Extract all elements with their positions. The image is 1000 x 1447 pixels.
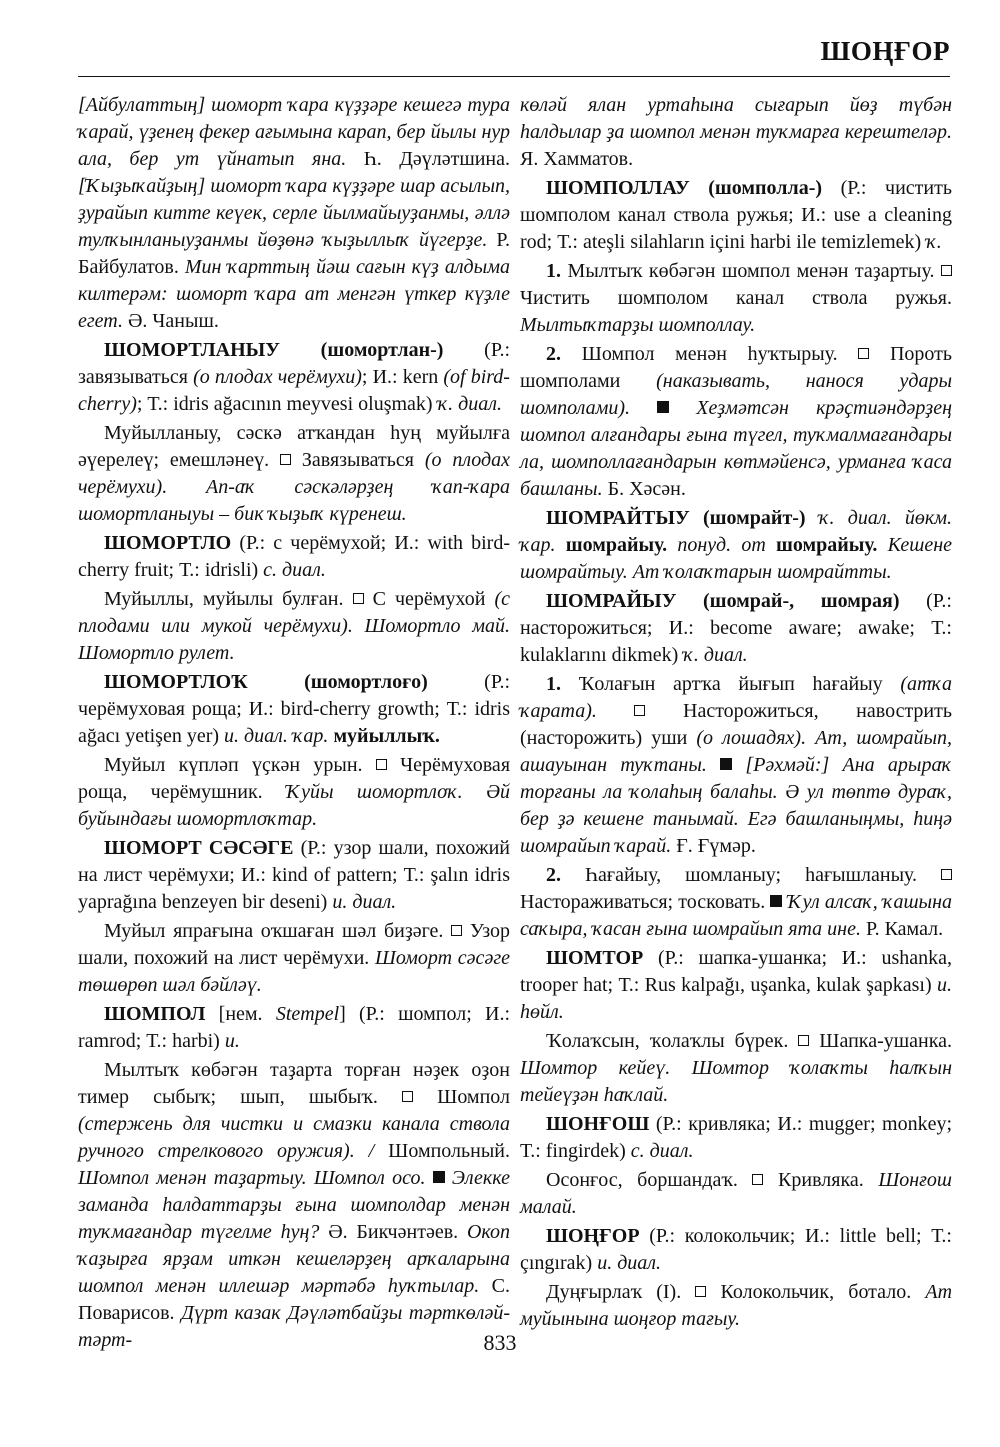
grammar-label: понуд. от — [677, 534, 766, 556]
example-text: Окоп ҡаҙырға ярҙам иткән кешеләрҙең арҡаларына шомпол менән иллешәр мәртәбә һуҡтылар. — [78, 1221, 510, 1297]
example-text: Ҡуйы шомортлоҡ. Әй буйындағы шомортлоҡтар. — [78, 781, 510, 830]
example-text: Шомтор кейеү. Шомтор ҡолаҡты һалҡын тейеүҙән һаҡлай. — [520, 1057, 952, 1106]
entry-shomtor — [520, 945, 952, 1026]
headword: ШОМРАЙТЫУ (шомрайт-) — [546, 507, 806, 529]
sense-1 — [520, 671, 952, 860]
example-text: Кешене шомрайтыу. Ат ҡолаҡтарын шомрайтты. — [520, 534, 953, 583]
square-marker-icon — [941, 869, 952, 880]
headword: ШОНҒОШ — [546, 1113, 650, 1135]
gloss: (Р.: черёмуховая роща; И.: bird-cherry growth; Т.: idris ağacı yetişen yer) — [78, 671, 510, 747]
headword: ШОМТОР — [546, 947, 644, 969]
author-ref: Я. Хамматов. — [520, 148, 634, 170]
gloss: (Р.: кривляка; И.: mugger; monkey; Т.: fingirdek) — [520, 1113, 952, 1162]
gloss: (Р.: чистить шомполом канал ствола ружья; И.: use a cleaning rod; Т.: ateşli silahların içini harbi ile temizlemek) — [520, 177, 952, 253]
translation: Чистить шомполом канал ствола ружья. — [520, 287, 952, 309]
grammar-label: и. диал. ҡар. — [224, 725, 329, 747]
example-text: Мин ҡарттың йәш сағын күҙ алдыма килтерәм: шоморт ҡара ат менгән үткер күҙле егет. — [78, 256, 510, 332]
entry-shongor — [520, 1223, 952, 1277]
entry-shomortlo — [78, 530, 510, 584]
gloss: (Р.: насторожиться; И.: become aware; awake; Т.: kulaklarını dikmek) — [520, 590, 952, 666]
filled-square-marker-icon — [770, 895, 782, 907]
translation: Черёмуховая роща, черёмушник. — [78, 754, 511, 803]
square-marker-icon — [858, 348, 869, 359]
entry-shomort-saskage — [78, 835, 510, 916]
left-column — [78, 92, 510, 1356]
example-text: [Ҡыҙыҡайҙың] шоморт ҡара күҙҙәре шар асылып, ҙурайып китте кеүек, серле йылмайыуҙанмы, әллә тулҡынланыуҙанмы йөҙөнә ҡыҙыллыҡ йүгерҙе. — [78, 175, 510, 251]
headword: ШОҢҒОР — [546, 1225, 640, 1247]
definition: Ҡолағын артҡа йығып һағайыу — [578, 673, 883, 695]
entry-definition — [78, 586, 510, 667]
example-text: Мылтыҡтарҙы шомполлау. — [520, 314, 756, 336]
entry-shomortlanyu — [78, 337, 510, 418]
definition: Ҡолаҡсын, ҡолаҡлы бүрек. — [546, 1030, 789, 1052]
definition: Осонғос, боршандаҡ. — [546, 1169, 738, 1191]
definition: Муйылланыу, сәскә атҡандан һуң муйылға әүерелеү; емешләнеү. — [78, 422, 510, 471]
entry-shompol — [78, 1001, 510, 1055]
translation: Колокольчик, ботало. — [720, 1281, 912, 1303]
sense-number: 2. — [546, 343, 561, 365]
translation: Шомпольный. — [388, 1140, 510, 1162]
gloss: (Р.: с черёмухой; И.: with bird-cherry fruit; Т.: idrisli) — [78, 532, 510, 581]
definition: Һағайыу, шомланыу; һағышланыу. — [585, 864, 917, 886]
example-text: [Айбулаттың] шоморт ҡара күҙҙәре кешегә тура ҡарай, үҙенең фекер ағымына карап, бер йылы нур ала, бер ут үйнатып яна. — [78, 94, 510, 170]
example-text: Хеҙмәтсән крәҫтиәндәрҙең шомпол алғандары ғына түгел, туҡмалмағандары ла, шомполлағандарын көтмәйенсә, урманға ҡаса башланы. — [520, 397, 953, 500]
author-ref: Ә. Бикчәнтәев. — [328, 1221, 459, 1243]
definition: Дуңғырлаҡ (I). — [546, 1281, 682, 1303]
etymology-word: Stempel — [275, 1003, 340, 1025]
entry-shomortloq — [78, 669, 510, 750]
gloss: ; Т.: idris ağacının meyvesi oluşmak) — [136, 393, 438, 415]
sense-2 — [520, 341, 952, 503]
headword: ШОМОРТ СӘСӘГЕ — [104, 837, 294, 859]
sense-number: 1. — [546, 673, 561, 695]
example-text: Шоморт сәсәге төшөрөп шәл бәйләү. — [78, 947, 510, 996]
headword: ШОМПОЛЛАУ (шомполла-) — [546, 177, 823, 199]
etymology: [нем. — [205, 1003, 276, 1025]
gloss: ] (Р.: шомпол; И.: ramrod; Т.: harbi) — [78, 1003, 510, 1052]
headword: ШОМПОЛ — [104, 1003, 206, 1025]
grammar-label: ҡ. диал. — [437, 393, 502, 415]
entry-definition — [78, 752, 510, 833]
definition: Муйыллы, муйылы булған. — [104, 588, 344, 610]
paragraph-continuation — [78, 92, 510, 335]
grammar-label: и. диал. — [597, 1252, 662, 1274]
grammar-label: и. — [224, 1030, 240, 1052]
square-marker-icon — [941, 265, 952, 276]
author-ref: Р. Камал. — [865, 918, 944, 940]
square-marker-icon — [280, 454, 291, 465]
example-text: (о плодах черёмухи). Ап-аҡ сәскәләрҙең ҡап-ҡара шомортланыуы – бик ҡыҙыҡ күренеш. — [78, 449, 511, 525]
filled-square-marker-icon — [657, 401, 669, 413]
grammar-label: ҡ. диал. — [683, 644, 748, 666]
author-ref: С. Поварисов. — [78, 1275, 511, 1324]
headword: ШОМОРТЛО — [104, 532, 232, 554]
entry-shomraiyu — [520, 588, 952, 669]
example-text: Ат муйынына шоңғор тағыу. — [520, 1281, 953, 1330]
square-marker-icon — [634, 705, 645, 716]
example-text: Элекке заманда һалдаттарҙы ғына шомполдар менән туҡмағандар түгелме һуң? — [78, 1167, 511, 1243]
translation: Пороть шомполами — [520, 343, 953, 392]
definition: Шомпол менән һуҡтырыу. — [581, 343, 838, 365]
example-text: (о лошадях). Ат, шомрайып, ашауынан туҡтаны. — [520, 727, 952, 776]
author-ref: Р. Байбулатов. — [78, 229, 511, 278]
gloss: (Р.: колокольчик; И.: little bell; Т.: çıngırak) — [520, 1225, 952, 1274]
entry-shongosh — [520, 1111, 952, 1165]
square-marker-icon — [353, 593, 364, 604]
definition-note: (атҡа ҡарата). — [520, 673, 953, 722]
definition: Муйыл япрағына оҡшаған шәл биҙәге. — [104, 920, 444, 942]
grammar-label: ҡ. — [926, 231, 942, 253]
grammar-label: и. һөйл. — [520, 974, 952, 1023]
square-marker-icon — [798, 1035, 809, 1046]
author-ref: Һ. Дәүләтшина. — [363, 148, 511, 170]
author-ref: Ә. Чаныш. — [127, 310, 219, 332]
translation: Шапка-ушанка. — [819, 1030, 953, 1052]
author-ref: Б. Хәсән. — [607, 478, 686, 500]
entry-definition — [78, 1057, 510, 1354]
running-header — [78, 34, 950, 77]
author-ref: Ғ. Ғүмәр. — [676, 835, 756, 857]
entry-shompollau — [520, 175, 952, 256]
grammar-label: с. диал. — [630, 1140, 694, 1162]
example-text: Шомпол менән таҙартыу. Шомпол осо. — [78, 1167, 426, 1189]
entry-definition — [520, 1028, 952, 1109]
sense-2 — [520, 862, 952, 943]
headword: ШОМОРТЛАНЫУ (шомортлан-) — [104, 339, 444, 361]
square-marker-icon — [402, 1091, 413, 1102]
definition: Мылтыҡ көбәгән шомпол менән таҙартыу. — [567, 260, 935, 282]
right-column — [520, 92, 952, 1335]
square-marker-icon — [376, 759, 387, 770]
filled-square-marker-icon — [433, 1171, 445, 1183]
page-number: 833 — [483, 1330, 517, 1355]
gloss: (Р.: узор шали, похожий на лист черёмухи; И.: kind of pattern; Т.: şalın idris yaprağına benzeyen bir deseni) — [78, 837, 510, 913]
cross-reference: шомрайыу. — [565, 534, 668, 556]
example-text: Дүрт казак Дәүләтбайҙы тәрткөләй-тәрт- — [78, 1302, 510, 1351]
headword: ШОМОРТЛОҠ (шомортлоғо) — [104, 671, 428, 693]
translation: С черёмухой — [372, 588, 486, 610]
example-text: Ҡул алсаҡ, ҡашына саҡыра, ҡасан ғына шомрайып ята ине. — [520, 891, 953, 940]
paragraph-continuation — [520, 92, 952, 173]
square-marker-icon — [451, 925, 462, 936]
sense-number: 1. — [546, 260, 561, 282]
cross-reference: шомрайыу. — [776, 534, 878, 556]
gloss: (Р.: шапка-ушанка; И.: ushanka, trooper hat; Т.: Rus kalpağı, uşanka, kulak şapkası) — [520, 947, 952, 996]
translation: Шомпол — [437, 1086, 511, 1108]
entry-definition — [78, 918, 510, 999]
definition: Муйыл күпләп үҫкән урын. — [104, 754, 363, 776]
grammar-label: с. диал. — [263, 559, 326, 581]
square-marker-icon — [752, 1174, 763, 1185]
translation: Завязываться — [301, 449, 414, 471]
grammar-label: и. диал. — [332, 891, 397, 913]
headword: ШОМРАЙЫУ (шомрай-, шомрая) — [546, 590, 900, 612]
entry-shomraityu — [520, 505, 952, 586]
example-text: [Рәхмәй:] Ана арыраҡ торғаны ла ҡолаһың балаһы. Ә ул төптө дураҡ, бер ҙә кешене танымай. Егә башланыңмы, һиңә шомрайып ҡарай. — [520, 754, 953, 857]
running-head-title: ШОҢҒОР — [820, 36, 950, 66]
grammar-label: ҡ. диал. йөкм. ҡар. — [520, 507, 952, 556]
gloss: ; И.: kern — [361, 366, 444, 388]
filled-square-marker-icon — [720, 758, 732, 770]
gloss: (Р.: завязываться — [78, 339, 510, 388]
translation: Настораживаться; тосковать. — [520, 891, 766, 913]
example-text: көләй ялан уртаһына сығарып йөҙ түбән һалдылар ҙа шомпол менән туҡмарға керештеләр. — [520, 94, 952, 143]
sense-1 — [520, 258, 952, 339]
translation-note: (наказывать, нанося удары шомполами). — [520, 370, 953, 419]
square-marker-icon — [695, 1286, 706, 1297]
entry-definition — [520, 1167, 952, 1221]
example-text: (с плодами или мукой черёмухи). Шомортло май. Шомортло рулет. — [78, 588, 511, 664]
translation: Кривляка. — [778, 1169, 864, 1191]
definition: Мылтыҡ көбәгән таҙарта торған нәҙек оҙон тимер сыбыҡ; шып, шыбыҡ. — [78, 1059, 510, 1108]
translation: Насторожиться, навострить (насторожить) уши — [520, 700, 952, 749]
sense-number: 2. — [546, 864, 561, 886]
example-text: Шонғош малай. — [520, 1169, 953, 1218]
translation-note: (стержень для чистки и смазки канала ствола ручного стрелкового оружия). / — [78, 1113, 510, 1162]
gloss-note: (о плодах черёмухи) — [193, 366, 362, 388]
translation: Узор шали, похожий на лист черёмухи. — [78, 920, 511, 969]
gloss-note: (of bird-cherry) — [78, 366, 510, 415]
entry-definition — [520, 1279, 952, 1333]
cross-reference: муйыллыҡ. — [333, 725, 440, 747]
entry-definition — [78, 420, 510, 528]
